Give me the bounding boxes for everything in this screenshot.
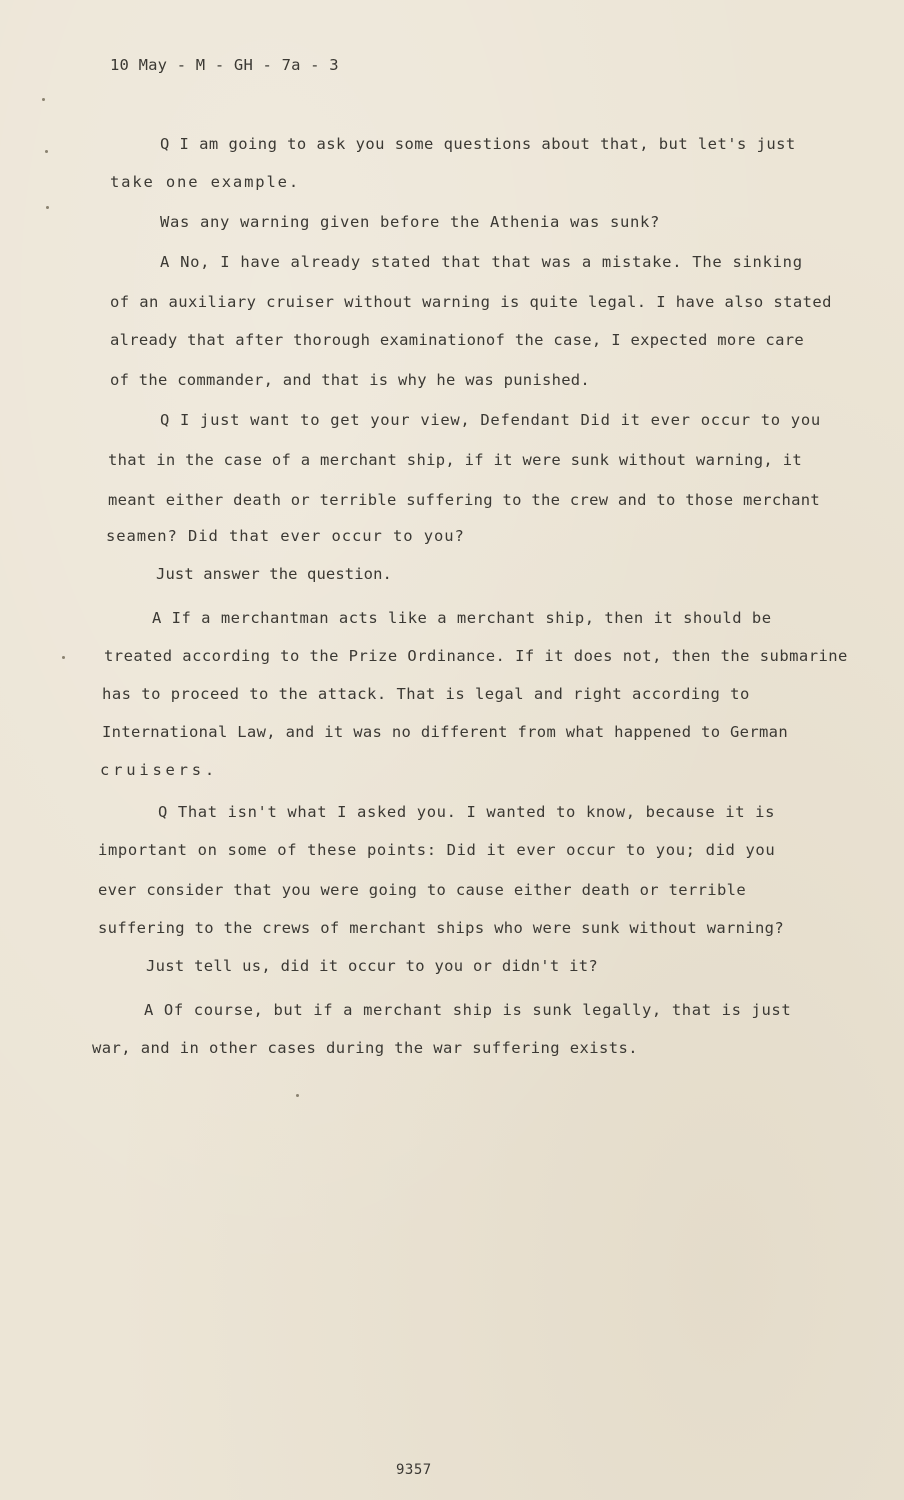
paper-speck xyxy=(296,1094,299,1097)
text-line: Q I am going to ask you some questions about that, but let's just xyxy=(160,135,796,153)
text-line: suffering to the crews of merchant ships who were sunk without warning? xyxy=(98,919,784,937)
page-header: 10 May - M - GH - 7a - 3 xyxy=(110,56,339,74)
text-line: seamen? Did that ever occur to you? xyxy=(106,527,465,545)
text-line: A Of course, but if a merchant ship is sunk legally, that is just xyxy=(144,1001,792,1019)
text-line: that in the case of a merchant ship, if it were sunk without warning, it xyxy=(108,451,802,469)
text-line: ever consider that you were going to cause either death or terrible xyxy=(98,881,746,899)
text-line: meant either death or terrible suffering to the crew and to those merchant xyxy=(108,491,820,509)
text-line: A If a merchantman acts like a merchant ship, then it should be xyxy=(152,609,772,627)
text-line: has to proceed to the attack. That is legal and right according to xyxy=(102,685,750,703)
text-line: Q I just want to get your view, Defendant Did it ever occur to you xyxy=(160,411,821,429)
text-line: of the commander, and that is why he was punished. xyxy=(110,371,590,389)
text-line: cruisers. xyxy=(100,761,218,779)
text-line: treated according to the Prize Ordinance. If it does not, then the submarine xyxy=(104,647,848,665)
paper-speck xyxy=(45,150,48,153)
paper-speck xyxy=(46,206,49,209)
text-line: Was any warning given before the Athenia was sunk? xyxy=(160,213,660,231)
text-line: war, and in other cases during the war suffering exists. xyxy=(92,1039,638,1057)
page-number: 9357 xyxy=(396,1462,432,1478)
text-line: important on some of these points: Did it ever occur to you; did you xyxy=(98,841,776,859)
text-line: already that after thorough examinationof the case, I expected more care xyxy=(110,331,804,349)
text-line: A No, I have already stated that that was a mistake. The sinking xyxy=(160,253,803,271)
paper-speck xyxy=(42,98,45,101)
text-line: Just tell us, did it occur to you or didn't it? xyxy=(146,957,598,975)
text-line: International Law, and it was no different from what happened to German xyxy=(102,723,788,741)
text-line: Q That isn't what I asked you. I wanted to know, because it is xyxy=(158,803,776,821)
text-line: Just answer the question. xyxy=(156,565,392,583)
text-line: take one example. xyxy=(110,173,300,191)
text-line: of an auxiliary cruiser without warning is quite legal. I have also stated xyxy=(110,293,832,311)
paper-speck xyxy=(62,656,65,659)
